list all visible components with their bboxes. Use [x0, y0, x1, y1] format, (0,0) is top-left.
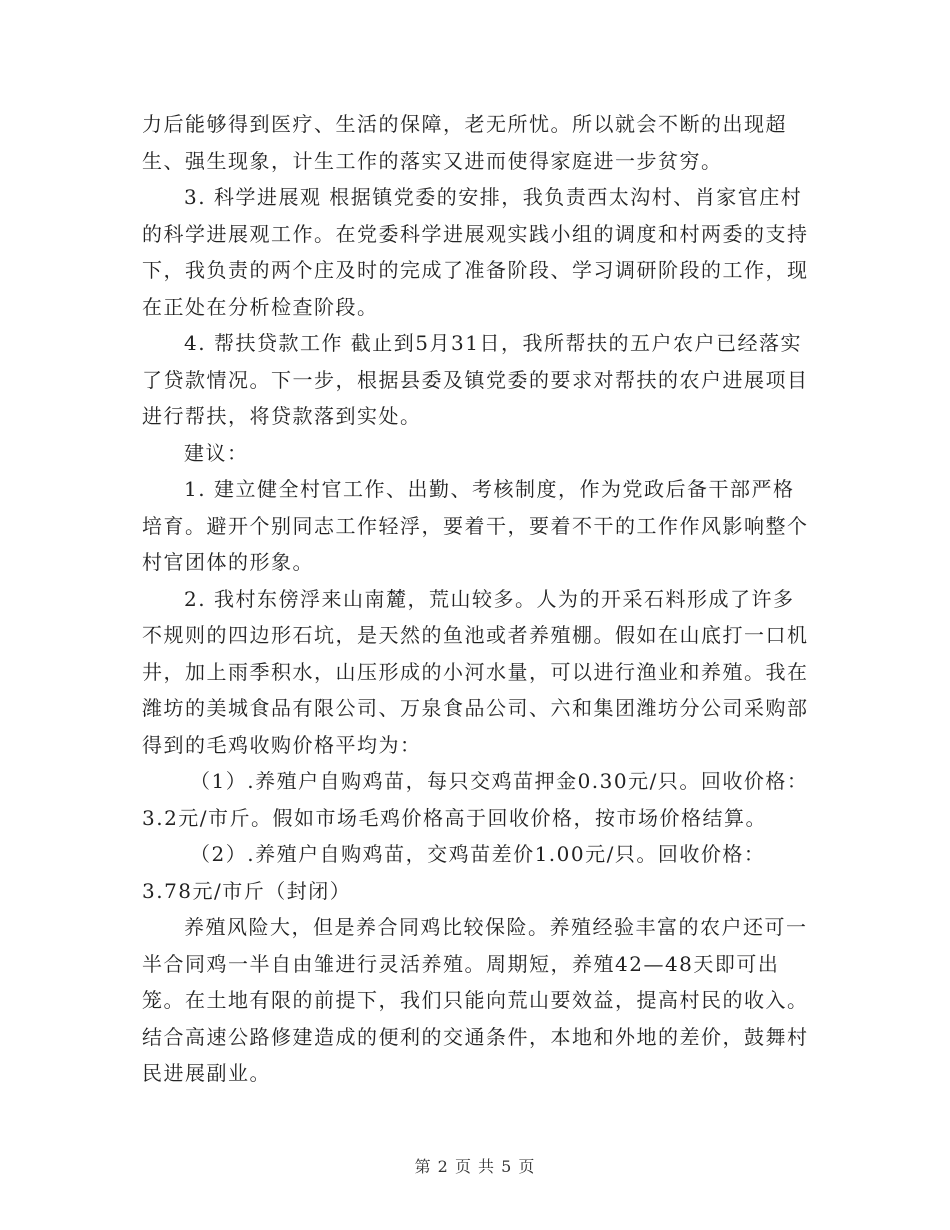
section-heading-suggestions: 建议： [184, 440, 249, 465]
paragraph-continuation: 力后能够得到医疗、生活的保障，老无所忧。所以就会不断的出现超生、强生现象，计生工作的落实又进而使得家庭进一步贫穷。 [142, 112, 787, 173]
document-body [142, 106, 812, 1092]
paragraph-science-development: 3. 科学进展观 根据镇党委的安排，我负责西太沟村、肖家官庄村的科学进展观工作。在党委科学进展观实践小组的调度和村两委的支持下，我负责的两个庄及时的完成了准备阶段、学习调研阶段的工作，现在正处在分析检查阶段。 [142, 185, 809, 319]
paragraph-suggestion-1: 1. 建立健全村官工作、出勤、考核制度，作为党政后备干部严格培育。避开个别同志工作轻浮，要着干，要着不干的工作作风影响整个村官团体的形象。 [142, 477, 809, 574]
paragraph-conclusion: 养殖风险大，但是养合同鸡比较保险。养殖经验丰富的农户还可一半合同鸡一半自由雏进行灵活养殖。周期短，养殖42—48天即可出笼。在土地有限的前提下，我们只能向荒山要效益，提高村民的收入。结合高速公路修建造成的便利的交通条件，本地和外地的差价，鼓舞村民进展副业。 [142, 915, 809, 1085]
paragraph-suggestion-2: 2. 我村东傍浮来山南麓，荒山较多。人为的开采石料形成了许多不规则的四边形石坑，是天然的鱼池或者养殖棚。假如在山底打一口机井，加上雨季积水，山压形成的小河水量，可以进行渔业和养殖。我在潍坊的美城食品有限公司、万泉食品公司、六和集团潍坊分公司采购部得到的毛鸡收购价格平均为： [142, 586, 809, 757]
paragraph-price-option-2: （2）.养殖户自购鸡苗，交鸡苗差价1.00元/只。回收价格：3.78元/市斤（封闭） [142, 842, 766, 903]
paragraph-price-option-1: （1）.养殖户自购鸡苗，每只交鸡苗押金0.30元/只。回收价格：3.2元/市斤。假如市场毛鸡价格高于回收价格，按市场价格结算。 [142, 769, 809, 830]
paragraph-loan-support: 4. 帮扶贷款工作 截止到5月31日，我所帮扶的五户农户已经落实了贷款情况。下一步，根据县委及镇党委的要求对帮扶的农户进展项目进行帮扶，将贷款落到实处。 [142, 331, 809, 428]
page-number-footer: 第 2 页 共 5 页 [414, 1157, 536, 1176]
